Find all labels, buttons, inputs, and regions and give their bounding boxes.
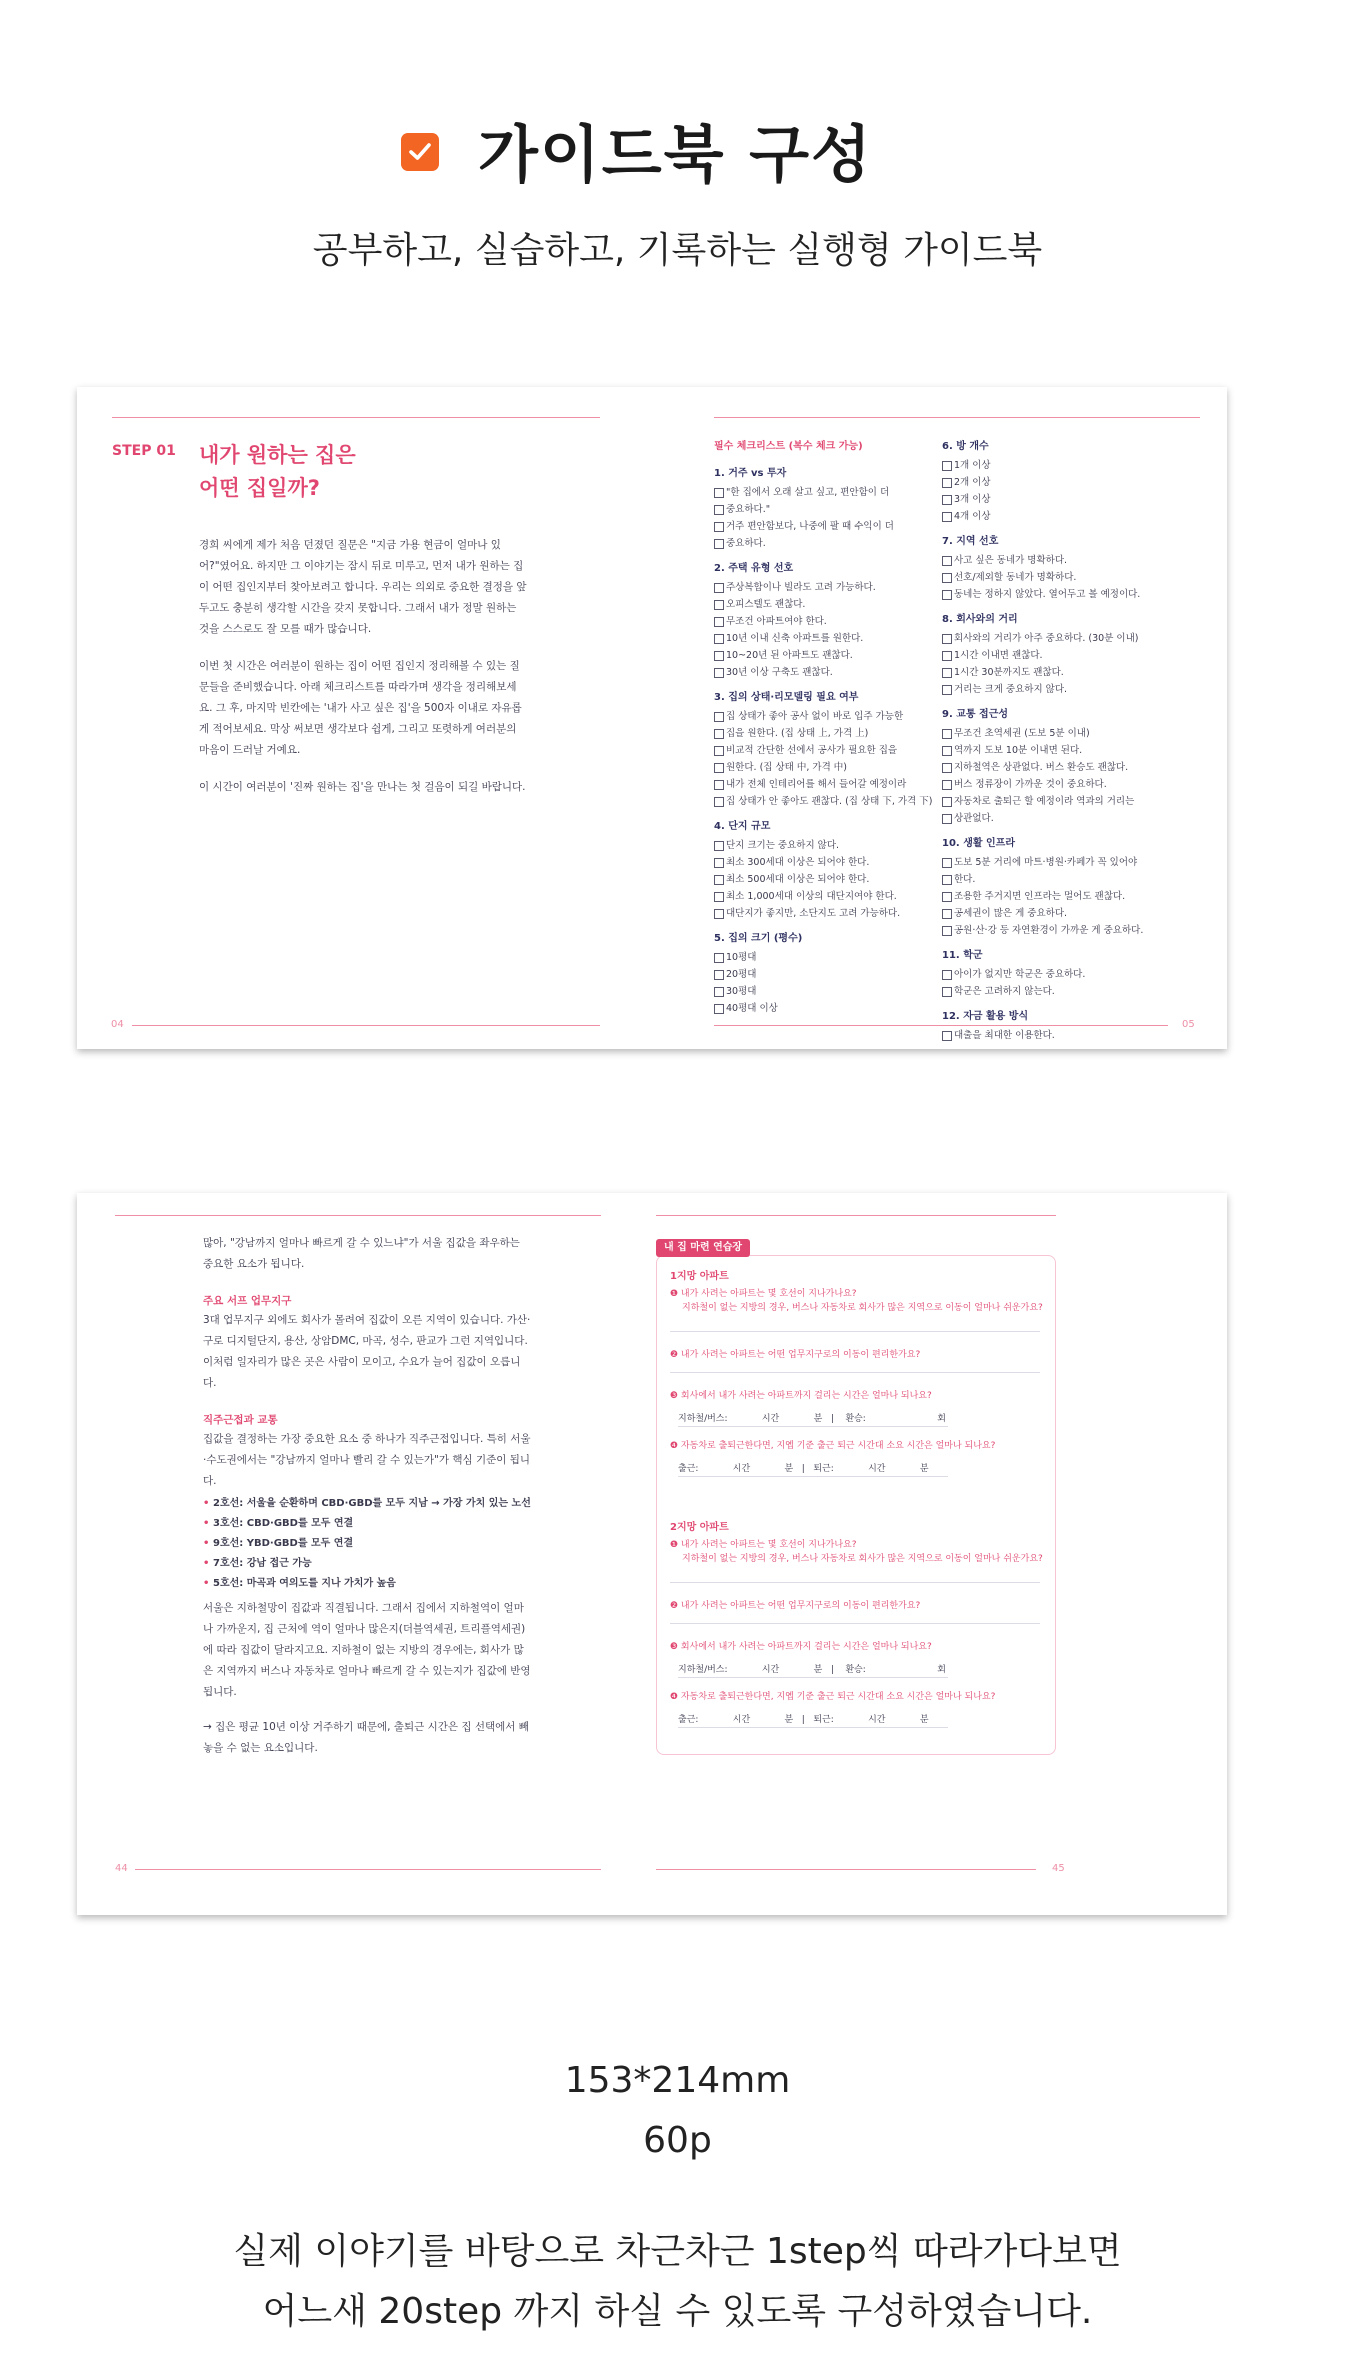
- paragraph: 3대 업무지구 외에도 회사가 몰려여 집값이 오른 지역이 있습니다. 가산·구로 디지털단지, 용산, 상암DMC, 마곡, 성수, 판교가 그런 지역입니다. 이처럼 일자리가 많은 곳은 사람이 모이고, 수요가 늘어 집값이 오릅니다.: [203, 1314, 531, 1389]
- checklist-item[interactable]: 거리는 크게 중요하지 않다.: [942, 681, 1192, 698]
- book-spread-1: [77, 387, 1227, 1049]
- checklist-item[interactable]: 아이가 없지만 학군은 중요하다.: [942, 966, 1192, 983]
- checklist-item[interactable]: 1시간 30분까지도 괜찮다.: [942, 664, 1192, 681]
- checklist-item[interactable]: 상관없다.: [942, 810, 1192, 827]
- checklist-item[interactable]: 공원·산·강 등 자연환경이 가까운 게 중요하다.: [942, 922, 1192, 939]
- lead-paragraph: 많아, "강남까지 얼마나 빠르게 갈 수 있느냐"가 서울 집값을 좌우하는 중요한 요소가 됩니다.: [203, 1237, 520, 1270]
- page-right: [652, 387, 1227, 1049]
- checklist-item[interactable]: 중요하다.: [714, 535, 934, 552]
- checklist-item[interactable]: 중요하다.": [714, 501, 934, 518]
- checklist-item[interactable]: 자동차로 출퇴근 할 예정이라 역과의 거리는: [942, 793, 1192, 810]
- bottom-rule: [656, 1869, 1036, 1870]
- section-subtitle: 공부하고, 실습하고, 기록하는 실행형 가이드북: [312, 230, 1043, 271]
- checklist-section-title: 2. 주택 유형 선호: [714, 563, 794, 574]
- intro-paragraph: 이번 첫 시간은 여러분이 원하는 집이 어떤 집인지 정리해볼 수 있는 질문들을 준비했습니다. 아래 체크리스트를 따라가며 생각을 정리해보세요. 그 후, 마지막 빈칸에는 '내가 사고 싶은 집'을 500자 이내로 자유롭게 적어보세요. 막상 써보면 생각보다 쉽게, 그리고 또렷하게 여러분의 마음이 드러날 거예요.: [199, 660, 522, 756]
- checklist-section: [942, 532, 1192, 603]
- question: ❷ 내가 사려는 아파트는 어떤 업무지구로의 이동이 편리한가요?: [670, 1350, 921, 1360]
- question: ❸ 회사에서 내가 사려는 아파트까지 걸리는 시간은 얼마나 되나요?: [670, 1391, 932, 1401]
- checklist-item[interactable]: 공세권이 많은 게 중요하다.: [942, 905, 1192, 922]
- checklist-item[interactable]: 선호/제외할 동네가 명확하다.: [942, 569, 1192, 586]
- question-sub: 지하철이 없는 지방의 경우, 버스나 자동차로 회사가 많은 지역으로 이동이 얼마나 쉬운가요?: [682, 1303, 1043, 1313]
- book-size: 153*214mm: [564, 2060, 791, 2101]
- checklist-item[interactable]: 한다.: [942, 871, 1192, 888]
- checklist-item[interactable]: 회사와의 거리가 아주 중요하다. (30분 이내): [942, 630, 1192, 647]
- checklist-item[interactable]: 집 상태가 안 좋아도 괜찮다. (집 상태 下, 가격 下): [714, 793, 934, 810]
- checklist-item[interactable]: "한 집에서 오래 살고 싶고, 편안함이 더: [714, 484, 934, 501]
- checklist-item[interactable]: 집 상태가 좋아 공사 없이 바로 입주 가능한: [714, 708, 934, 725]
- checklist-section-title: 필수 체크리스트 (복수 체크 가능): [714, 441, 863, 452]
- fill-line: [678, 1476, 948, 1477]
- fill-row[interactable]: 출근: 시간 분 | 퇴근: 시간 분: [678, 1715, 929, 1725]
- step-title: [199, 439, 356, 505]
- section-title: 가이드북 구성: [478, 118, 873, 191]
- checklist-item[interactable]: 10~20년 된 아파트도 괜찮다.: [714, 647, 934, 664]
- checklist-item[interactable]: 40평대 이상: [714, 1000, 934, 1017]
- checklist-item[interactable]: 무조건 아파트여야 한다.: [714, 613, 934, 630]
- checklist-section: [942, 610, 1192, 698]
- checklist-item[interactable]: 내가 전체 인테리어를 해서 들어갈 예정이라: [714, 776, 934, 793]
- checklist-item[interactable]: 최소 1,000세대 이상의 대단지여야 한다.: [714, 888, 934, 905]
- checklist-section: [942, 834, 1192, 939]
- question: ❷ 내가 사려는 아파트는 어떤 업무지구로의 이동이 편리한가요?: [670, 1601, 921, 1611]
- bottom-rule: [714, 1025, 1168, 1026]
- question: ❶ 내가 사려는 아파트는 몇 호선이 지나가나요?: [670, 1540, 857, 1550]
- checklist-item[interactable]: 지하철역은 상관없다. 버스 환승도 괜찮다.: [942, 759, 1192, 776]
- page-number: 04: [111, 1019, 124, 1030]
- checklist-section-title: 11. 학군: [942, 950, 983, 961]
- fill-line: [678, 1426, 948, 1427]
- page-right: [652, 1193, 1227, 1915]
- top-rule: [112, 417, 600, 418]
- workbook-tag: 내 집 마련 연습장: [656, 1239, 750, 1257]
- checklist-section-title: 4. 단지 규모: [714, 821, 771, 832]
- fill-row[interactable]: 지하철/버스: 시간 분 | 환승: 회: [678, 1414, 946, 1424]
- workbook-block-1: [670, 1267, 1043, 1477]
- checkbox-checked-icon: [401, 133, 439, 171]
- checklist-section: [714, 929, 934, 1017]
- checklist-section: [942, 946, 1192, 1000]
- top-rule: [656, 1215, 1056, 1216]
- page-number: 44: [115, 1863, 128, 1874]
- checklist-item[interactable]: 버스 정류장이 가까운 것이 중요하다.: [942, 776, 1192, 793]
- fill-line: [678, 1727, 948, 1728]
- checklist-item[interactable]: 도보 5분 거리에 마트·병원·카페가 꼭 있어야: [942, 854, 1192, 871]
- list-item: • 7호선: 강남 접근 가능: [203, 1554, 531, 1574]
- subheading: 직주근접과 교통: [203, 1414, 278, 1426]
- checklist-section: [942, 705, 1192, 827]
- subheading: 주요 서프 업무지구: [203, 1295, 292, 1307]
- checklist-item[interactable]: 동네는 정하지 않았다. 열어두고 볼 예정이다.: [942, 586, 1192, 603]
- top-rule: [115, 1215, 601, 1216]
- intro-paragraph: 경희 씨에게 제가 처음 던졌던 질문은 "지금 가용 현금이 얼마나 있어?"였어요. 하지만 그 이야기는 잠시 뒤로 미루고, 먼저 내가 원하는 집이 어떤 집인지부터 찾아보려고 합니다. 우리는 의외로 중요한 결정을 앞두고도 충분히 생각할 시간을 갖지 못합니다. 그래서 내가 정말 원하는 것을 스스로도 잘 모를 때가 많습니다.: [199, 539, 527, 635]
- checklist-item[interactable]: 2개 이상: [942, 474, 1192, 491]
- checklist-item[interactable]: 대단지가 좋지만, 소단지도 고려 가능하다.: [714, 905, 934, 922]
- paragraph: → 집은 평균 10년 이상 거주하기 때문에, 출퇴근 시간은 집 선택에서 빼놓을 수 없는 요소입니다.: [203, 1721, 529, 1754]
- checklist-item[interactable]: 거주 편안함보다, 나중에 팔 때 수익이 더: [714, 518, 934, 535]
- body-text: [203, 1233, 531, 1759]
- question: ❶ 내가 사려는 아파트는 몇 호선이 지나가나요?: [670, 1289, 857, 1299]
- workbook-block-2: [670, 1518, 1043, 1728]
- checklist-column: [714, 437, 934, 1024]
- checklist-item[interactable]: 조용한 주거지면 인프라는 멀어도 괜찮다.: [942, 888, 1192, 905]
- question: ❹ 자동차로 출퇴근한다면, 지옙 기준 출근 퇴근 시간대 소요 시간은 얼마나 되나요?: [670, 1692, 996, 1702]
- checklist-item[interactable]: 4개 이상: [942, 508, 1192, 525]
- checklist-item[interactable]: 주상복합이나 빌라도 고려 가능하다.: [714, 579, 934, 596]
- paragraph: 집값을 결정하는 가장 중요한 요소 중 하나가 직주근접입니다. 특히 서울·수도권에서는 "강남까지 얼마나 빨리 갈 수 있는가"가 핵심 기준이 됩니다.: [203, 1433, 531, 1487]
- checklist-section: [714, 464, 934, 552]
- checklist-section-title: 10. 생활 인프라: [942, 838, 1015, 849]
- checklist-item[interactable]: 원한다. (집 상태 中, 가격 中): [714, 759, 934, 776]
- answer-line[interactable]: [670, 1582, 1040, 1583]
- description-line: 실제 이야기를 바탕으로 차근차근 1step씩 따라가다보면: [233, 2231, 1122, 2272]
- intro-text: [199, 535, 527, 814]
- block-title: 1지망 아파트: [670, 1271, 729, 1282]
- page-number: 45: [1052, 1863, 1065, 1874]
- top-rule: [714, 417, 1200, 418]
- answer-line[interactable]: [670, 1372, 1040, 1373]
- checklist-section-title: 8. 회사와의 거리: [942, 614, 1018, 625]
- checklist-section: [714, 559, 934, 681]
- checklist-item[interactable]: 3개 이상: [942, 491, 1192, 508]
- checklist-item[interactable]: 무조건 초역세권 (도보 5분 이내): [942, 725, 1192, 742]
- checklist-item[interactable]: 사고 싶은 동네가 명확하다.: [942, 552, 1192, 569]
- page-count: 60p: [643, 2120, 712, 2161]
- intro-paragraph: 이 시간이 여러분이 '진짜 원하는 집'을 만나는 첫 걸음이 되길 바랍니다.: [199, 781, 526, 793]
- list-item: • 3호선: CBD·GBD를 모두 연결: [203, 1514, 531, 1534]
- checklist-item[interactable]: 10평대: [714, 949, 934, 966]
- block-title: 2지망 아파트: [670, 1522, 729, 1533]
- checklist-item[interactable]: 비교적 간단한 선에서 공사가 필요한 집을: [714, 742, 934, 759]
- page-number: 05: [1182, 1019, 1195, 1030]
- checklist-item[interactable]: 단지 크기는 중요하지 않다.: [714, 837, 934, 854]
- question: ❸ 회사에서 내가 사려는 아파트까지 걸리는 시간은 얼마나 되나요?: [670, 1642, 932, 1652]
- list-item: • 2호선: 서울을 순환하며 CBD·GBD를 모두 지남 → 가장 가치 있는 노선: [203, 1494, 531, 1514]
- book-spread-2: [77, 1193, 1227, 1915]
- checklist-item[interactable]: 10년 이내 신축 아파트를 원한다.: [714, 630, 934, 647]
- checklist-section-title: 9. 교통 접근성: [942, 709, 1009, 720]
- checklist-section-title: 7. 지역 선호: [942, 536, 999, 547]
- fill-row[interactable]: 지하철/버스: 시간 분 | 환승: 회: [678, 1665, 946, 1675]
- list-item: • 9호선: YBD·GBD를 모두 연결: [203, 1534, 531, 1554]
- step-title-line: 어떤 집일까?: [199, 476, 320, 500]
- checklist-item[interactable]: 20평대: [714, 966, 934, 983]
- checklist-item[interactable]: 학군은 고려하지 않는다.: [942, 983, 1192, 1000]
- checklist-item[interactable]: 오피스텔도 괜찮다.: [714, 596, 934, 613]
- checklist-item[interactable]: 역까지 도보 10분 이내면 된다.: [942, 742, 1192, 759]
- page-left: [77, 1193, 652, 1915]
- checklist-item[interactable]: 30평대: [714, 983, 934, 1000]
- checklist-item[interactable]: 1개 이상: [942, 457, 1192, 474]
- answer-line[interactable]: [670, 1331, 1040, 1332]
- checklist-section-title: 1. 거주 vs 투자: [714, 468, 787, 479]
- description-line: 어느새 20step 까지 하실 수 있도록 구성하였습니다.: [262, 2291, 1093, 2332]
- checklist-item[interactable]: 1시간 이내면 괜찮다.: [942, 647, 1192, 664]
- checklist-item[interactable]: 집을 원한다. (집 상태 上, 가격 上): [714, 725, 934, 742]
- checklist-item[interactable]: 최소 500세대 이상은 되어야 한다.: [714, 871, 934, 888]
- fill-line: [678, 1677, 948, 1678]
- subway-line-list: [203, 1494, 531, 1594]
- page-left: [77, 387, 652, 1049]
- paragraph: 서울은 지하철망이 집값과 직결됩니다. 그래서 집에서 지하철역이 얼마나 가까운지, 집 근처에 역이 얼마나 많은지(더블역세권, 트리플역세권)에 따라 집값이 달라지고요. 지하철이 없는 지방의 경우에는, 회사가 많은 지역까지 버스나 자동차로 얼마나 빠르게 갈 수 있는지가 집값에 반영됩니다.: [203, 1602, 531, 1698]
- checklist-section-title: 6. 방 개수: [942, 441, 989, 452]
- checklist-column: [942, 437, 1192, 1051]
- step-title-line: 내가 원하는 집은: [199, 443, 356, 467]
- checklist-section-title: 12. 자금 활용 방식: [942, 1011, 1029, 1022]
- checklist-section-title: 5. 집의 크기 (평수): [714, 933, 803, 944]
- step-label: STEP 01: [112, 443, 176, 459]
- checklist-item[interactable]: 30년 이상 구축도 괜찮다.: [714, 664, 934, 681]
- section-header: [0, 105, 1355, 215]
- checklist-section: [714, 437, 934, 457]
- checklist-section-title: 3. 집의 상태·리모델링 필요 여부: [714, 692, 859, 703]
- bottom-rule: [135, 1869, 601, 1870]
- checklist-section: [714, 688, 934, 810]
- question-sub: 지하철이 없는 지방의 경우, 버스나 자동차로 회사가 많은 지역으로 이동이 얼마나 쉬운가요?: [682, 1554, 1043, 1564]
- checklist-item[interactable]: 최소 300세대 이상은 되어야 한다.: [714, 854, 934, 871]
- answer-line[interactable]: [670, 1623, 1040, 1624]
- question: ❹ 자동차로 출퇴근한다면, 지옙 기준 출근 퇴근 시간대 소요 시간은 얼마나 되나요?: [670, 1441, 996, 1451]
- bottom-rule: [132, 1025, 600, 1026]
- fill-row[interactable]: 출근: 시간 분 | 퇴근: 시간 분: [678, 1464, 929, 1474]
- checklist-item[interactable]: 대출을 최대한 이용한다.: [942, 1027, 1192, 1044]
- list-item: • 5호선: 마곡과 여의도를 지나 가치가 높음: [203, 1574, 531, 1594]
- checklist-section: [714, 817, 934, 922]
- checklist-section: [942, 437, 1192, 525]
